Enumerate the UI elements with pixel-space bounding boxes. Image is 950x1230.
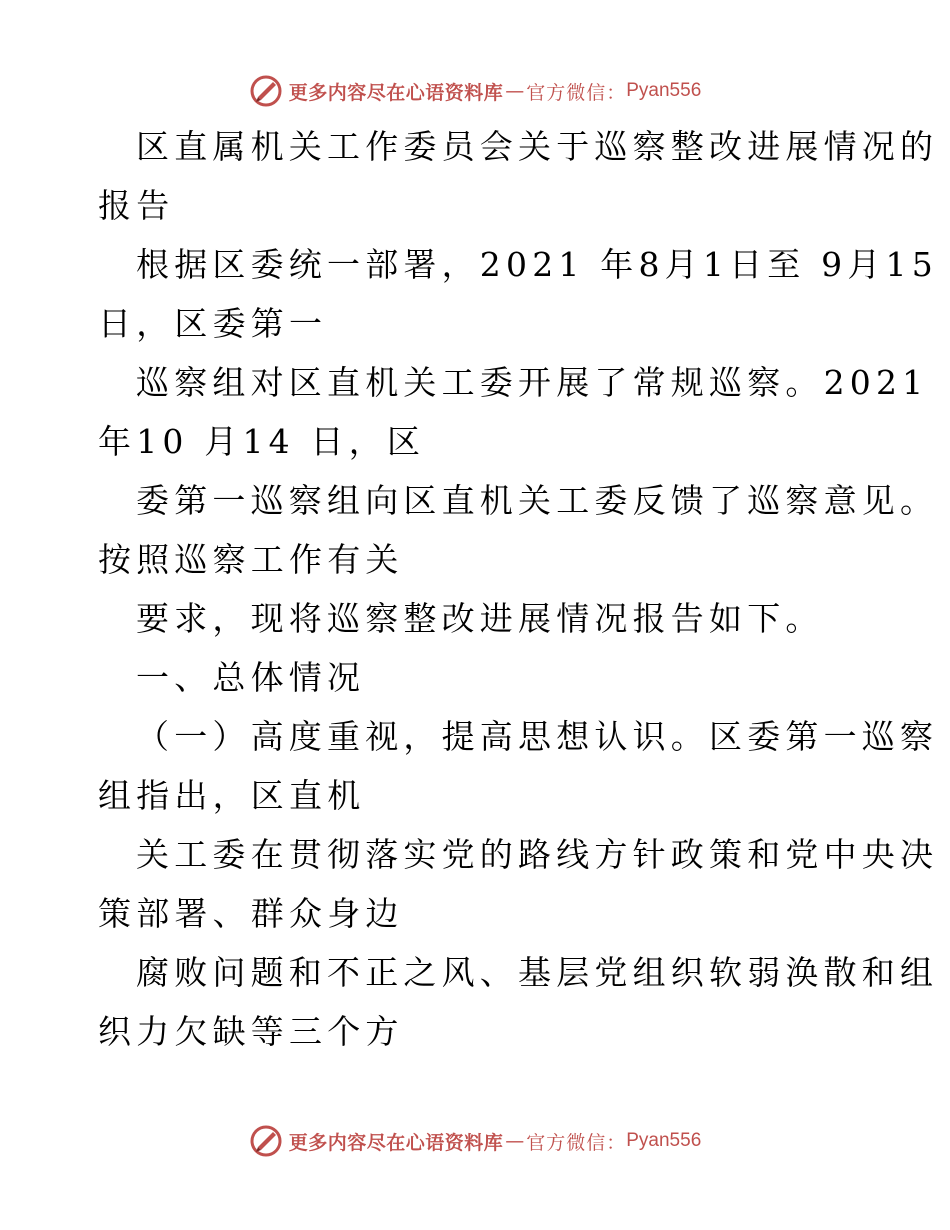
title-line-1: 区直属机关工作委员会关于巡察整改进展情况的 — [136, 127, 939, 166]
watermark-brand: 更多内容尽在心语资料库 — [288, 1131, 504, 1154]
paragraph-line: 织力欠缺等三个方 — [98, 1012, 404, 1051]
watermark-wechat-label: 官方微信： — [526, 81, 627, 104]
brand-logo-icon — [249, 74, 283, 108]
paragraph-line: 委第一巡察组向区直机关工委反馈了巡察意见。 — [136, 481, 939, 520]
paragraph-line: 策部署、群众身边 — [98, 894, 404, 933]
paragraph-line: 要求，现将巡察整改进展情况报告如下。 — [136, 599, 824, 638]
section-heading: 一、总体情况 — [136, 658, 366, 697]
watermark-dash: — — [505, 80, 525, 102]
paragraph-line: 按照巡察工作有关 — [98, 540, 404, 579]
paragraph-line: 年10 月14 日，区 — [98, 422, 426, 461]
title-line-2: 报告 — [98, 186, 175, 225]
watermark-wechat-label: 官方微信： — [526, 1131, 627, 1154]
watermark-wechat-id: Pyan556 — [626, 80, 702, 101]
paragraph-line: 日，区委第一 — [98, 304, 328, 343]
paragraph-line: 关工委在贯彻落实党的路线方针政策和党中央决 — [136, 835, 939, 874]
brand-logo-icon — [249, 1124, 283, 1158]
watermark-brand: 更多内容尽在心语资料库 — [288, 81, 504, 104]
watermark-wechat-id: Pyan556 — [626, 1130, 702, 1151]
footer-watermark — [0, 1124, 950, 1158]
paragraph-line: 组指出，区直机 — [98, 776, 366, 815]
paragraph-line: 腐败问题和不正之风、基层党组织软弱涣散和组 — [136, 953, 939, 992]
paragraph-line: 根据区委统一部署，2021 年8月1日至 9月15 — [136, 245, 938, 284]
document-body — [98, 117, 939, 1061]
subsection-line: （一）高度重视，提高思想认识。区委第一巡察 — [136, 717, 939, 756]
paragraph-line: 巡察组对区直机关工委开展了常规巡察。2021 — [136, 363, 929, 402]
header-watermark — [0, 74, 950, 108]
watermark-dash: — — [505, 1130, 525, 1152]
